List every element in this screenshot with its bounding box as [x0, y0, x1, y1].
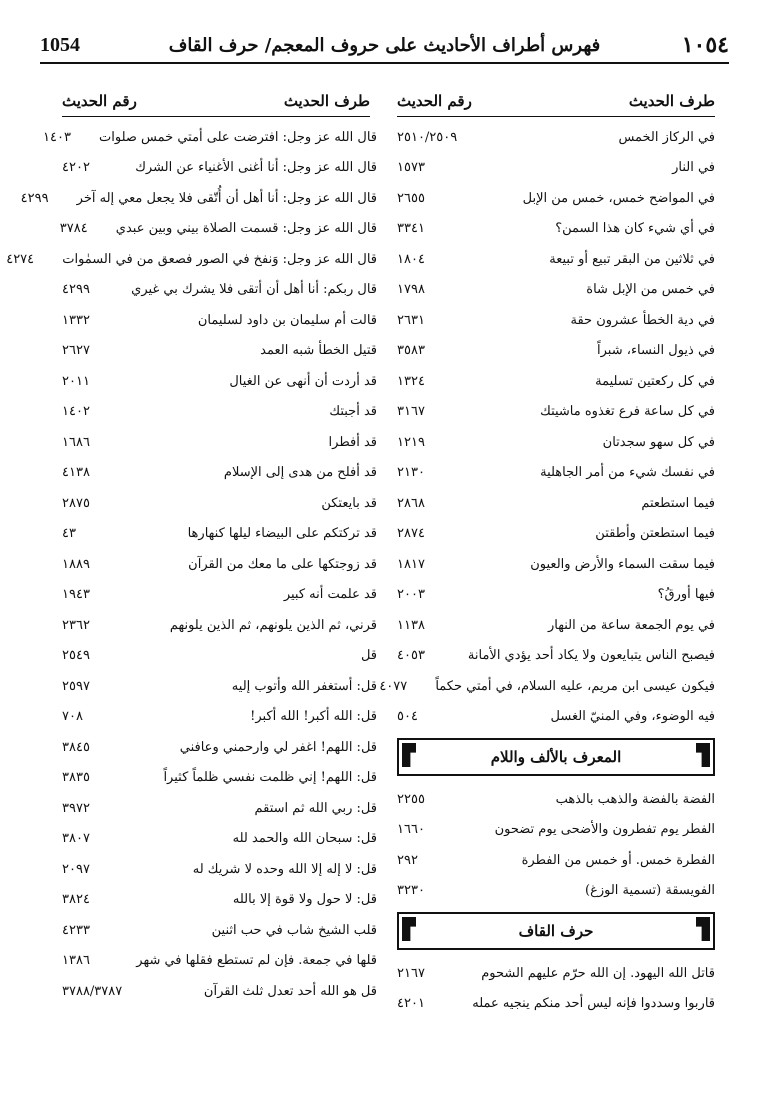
index-entry: [397, 815, 715, 846]
index-entry: [397, 549, 715, 580]
hadith-number: ٢٠١١: [62, 373, 90, 389]
corner-ornament-icon: [696, 917, 710, 941]
hadith-text: قد بايعتكن: [321, 495, 377, 511]
hadith-number: ٤٢٧٤: [6, 251, 35, 267]
hadith-number: ٢٨٧٤: [397, 526, 425, 542]
index-entry: [397, 427, 715, 458]
index-entry: [62, 793, 377, 824]
index-entry: [62, 366, 377, 397]
hadith-number: ١٨٠٤: [397, 251, 425, 267]
hadith-number: ١٩٤٣: [62, 587, 90, 603]
hadith-number: ٣١٦٧: [397, 404, 425, 420]
hadith-text: قد أردت أن أنهى عن الغيال: [229, 373, 377, 389]
hadith-number: ٢٠٠٣: [397, 587, 425, 603]
hadith-text: قل هو الله أحد تعدل ثلث القرآن: [203, 983, 377, 999]
hadith-number: ١٦٨٦: [62, 434, 90, 450]
hadith-number: ١٧٩٨: [397, 282, 425, 298]
index-entry: [62, 976, 377, 1007]
hadith-text: قتيل الخطأ شبه العمد: [260, 343, 377, 359]
index-entry: [62, 763, 377, 794]
hadith-number: ٢٢٥٥: [397, 791, 425, 807]
hadith-text: في كل ركعتين تسليمة: [595, 373, 715, 389]
hadith-number: ٤٣: [62, 526, 76, 542]
index-entry: [379, 671, 715, 702]
hadith-text: في يوم الجمعة ساعة من النهار: [548, 617, 715, 633]
hadith-text: قد أجبتك: [329, 404, 377, 420]
index-entry: [62, 824, 377, 855]
hadith-number: ١٨١٧: [397, 556, 425, 572]
hadith-number: ٢٨٦٨: [397, 495, 425, 511]
hadith-number: ٤١٣٨: [62, 465, 90, 481]
index-entry: [62, 641, 377, 672]
hadith-text: قل: لا إله إلا الله وحده لا شريك له: [192, 861, 377, 877]
index-entry: [62, 427, 377, 458]
section-heading-qaf: [397, 912, 715, 950]
hadith-text: قل: اللهم! اغفر لي وارحمني وعافني: [179, 739, 377, 755]
index-entry: [62, 549, 377, 580]
hadith-text: قالت أم سليمان بن داود لسليمان: [197, 312, 377, 328]
index-entry: [43, 122, 377, 153]
index-entry: [397, 641, 715, 672]
index-entry: [397, 305, 715, 336]
hadith-text: قال الله عز وجل: وَنفخ في الصور فصعق من في السمٰوات: [62, 251, 377, 267]
hadith-number: ٣٧٨٨/٣٧٨٧: [62, 983, 123, 999]
index-entry: [397, 122, 715, 153]
index-entry: [397, 958, 715, 989]
hadith-text: الفويسقة (تسمية الوزغ): [585, 883, 715, 899]
index-entry: [62, 732, 377, 763]
hadith-number: ٣٨٠٧: [62, 831, 90, 847]
hadith-number: ٣٢٣٠: [397, 883, 425, 899]
hadith-text: قال الله عز وجل: أنا أغنى الأغنياء عن الشرك: [135, 160, 377, 176]
hadith-text: فيما استطعتم: [641, 495, 715, 511]
hadith-text: قل: سبحان الله والحمد لله: [232, 831, 377, 847]
hadith-text: في ثلاثين من البقر تبيع أو تبيعة: [549, 251, 715, 267]
index-entry: [62, 458, 377, 489]
hadith-text: فيما سقت السماء والأرض والعيون: [530, 556, 715, 572]
number-label: رقم الحديث: [397, 92, 472, 110]
hadith-text: قل: الله أكبر! الله أكبر!: [250, 709, 377, 725]
index-entry: [397, 876, 715, 907]
index-entry: [62, 397, 377, 428]
hadith-text: في نفسك شيء من أمر الجاهلية: [540, 465, 715, 481]
hadith-number: ٣٨٤٥: [62, 739, 90, 755]
hadith-text: في أي شيء كان هذا السمن؟: [555, 221, 715, 237]
hadith-number: ٤٢٩٩: [62, 282, 90, 298]
hadith-text: قد أفطرا: [328, 434, 377, 450]
hadith-number: ١٣٨٦: [62, 953, 90, 969]
corner-ornament-icon: [402, 743, 416, 767]
hadith-number: ١٦٦٠: [397, 822, 425, 838]
hadith-number: ١٥٧٣: [397, 160, 425, 176]
hadith-label: طرف الحديث: [283, 92, 370, 110]
hadith-number: ١٣٣٢: [62, 312, 90, 328]
index-entry: [62, 946, 377, 977]
index-entry: [397, 488, 715, 519]
hadith-text: الفطر يوم تفطرون والأضحى يوم تضحون: [494, 822, 715, 838]
hadith-number: ٣٧٨٤: [59, 221, 88, 237]
index-entry: [59, 214, 377, 245]
hadith-text: فيما استطعتن وأطقتن: [595, 526, 715, 542]
index-entry: [62, 610, 377, 641]
hadith-text: قد علمت أنه كبير: [283, 587, 377, 603]
hadith-number: ٣٩٧٢: [62, 800, 90, 816]
hadith-text: في الركاز الخمس: [618, 129, 715, 145]
hadith-text: في خمس من الإبل شاة: [586, 282, 715, 298]
hadith-number: ٢٠٩٧: [62, 861, 90, 877]
index-entry: [62, 305, 377, 336]
hadith-number: ٤٢٩٩: [20, 190, 49, 206]
page-number-arabic: ١٠٥٤: [681, 32, 729, 58]
hadith-text: في دية الخطأ عشرون حقة: [570, 312, 715, 328]
index-entry: [397, 244, 715, 275]
hadith-number: ٤٠٥٣: [397, 648, 425, 664]
hadith-number: ٢٥٤٩: [62, 648, 90, 664]
index-entry: [397, 610, 715, 641]
corner-ornament-icon: [402, 917, 416, 941]
index-entry: [397, 458, 715, 489]
index-entry: [397, 397, 715, 428]
index-entry: [397, 366, 715, 397]
index-entry: [62, 336, 377, 367]
index-entry: [397, 702, 715, 733]
right-column: [379, 122, 715, 1019]
hadith-text: قد تركتكم على البيضاء ليلها كنهارها: [187, 526, 377, 542]
left-column: [6, 122, 377, 1007]
left-column-header: [62, 86, 370, 117]
index-entry: [62, 519, 377, 550]
hadith-number: ٤٢٠٢: [62, 160, 90, 176]
hadith-text: فيها أورقُ؟: [657, 587, 715, 603]
corner-ornament-icon: [696, 743, 710, 767]
hadith-number: ٢٣٦٢: [62, 617, 90, 633]
index-entry: [397, 519, 715, 550]
hadith-number: ٣٥٨٣: [397, 343, 425, 359]
index-entry: [6, 244, 377, 275]
hadith-label: طرف الحديث: [628, 92, 715, 110]
index-entry: [62, 915, 377, 946]
hadith-text: قرني، ثم الذين يلونهم، ثم الذين يلونهم: [169, 617, 377, 633]
hadith-number: ١٤٠٣: [43, 129, 71, 145]
index-entry: [397, 214, 715, 245]
hadith-number: ٢٦٣١: [397, 312, 425, 328]
hadith-text: قال الله عز وجل: أنا أهل أن أُتّقى فلا يجعل معي إله آخر: [76, 190, 377, 206]
hadith-number: ٢٥١٠/٢٥٠٩: [397, 129, 458, 145]
hadith-number: ٢١٣٠: [397, 465, 425, 481]
index-entry: [62, 488, 377, 519]
hadith-text: قلب الشيخ شاب في حب اثنين: [211, 922, 377, 938]
hadith-text: قد أفلح من هدى إلى الإسلام: [223, 465, 377, 481]
index-entry: [62, 580, 377, 611]
hadith-text: قل: [360, 648, 377, 664]
index-entry: [62, 885, 377, 916]
hadith-text: قل: اللهم! إني ظلمت نفسي ظلماً كثيراً: [163, 770, 377, 786]
hadith-number: ٢١٦٧: [397, 965, 425, 981]
hadith-number: ٣٨٣٥: [62, 770, 90, 786]
hadith-number: ٢٩٢: [397, 852, 418, 868]
hadith-number: ١٤٠٢: [62, 404, 90, 420]
index-entry: [397, 275, 715, 306]
section-heading-definite: [397, 738, 715, 776]
index-entry: [397, 336, 715, 367]
hadith-text: في ذيول النساء، شبراً: [597, 343, 715, 359]
hadith-text: قال الله عز وجل: افترضت على أمتي خمس صلوات: [99, 129, 377, 145]
hadith-text: في كل سهو سجدتان: [602, 434, 715, 450]
index-entry: [397, 989, 715, 1020]
hadith-text: فيكون عيسى ابن مريم، عليه السلام، في أمتي حكماً: [435, 678, 715, 694]
hadith-text: الفطرة خمس. أو خمس من الفطرة: [521, 852, 715, 868]
hadith-number: ٤٢٣٣: [62, 922, 90, 938]
section-title: المعرف بالألف واللام: [490, 748, 622, 766]
hadith-number: ١٨٨٩: [62, 556, 90, 572]
hadith-number: ١١٣٨: [397, 617, 425, 633]
hadith-text: فيصبح الناس يتبايعون ولا يكاد أحد يؤدي الأمانة: [467, 648, 715, 664]
number-label: رقم الحديث: [62, 92, 137, 110]
hadith-number: ٢٨٧٥: [62, 495, 90, 511]
hadith-number: ٢٦٢٧: [62, 343, 90, 359]
index-entry: [62, 702, 377, 733]
index-entry: [62, 153, 377, 184]
index-entry: [20, 183, 377, 214]
index-entry: [62, 275, 377, 306]
index-entry: [397, 580, 715, 611]
hadith-number: ٣٣٤١: [397, 221, 425, 237]
hadith-text: قال الله عز وجل: قسمت الصلاة بيني وبين عبدي: [115, 221, 377, 237]
hadith-number: ٤٠٧٧: [379, 678, 408, 694]
hadith-text: في النار: [672, 160, 715, 176]
hadith-number: ٣٨٢٤: [62, 892, 90, 908]
index-entry: [397, 845, 715, 876]
hadith-text: قل: ربي الله ثم استقم: [254, 800, 377, 816]
hadith-text: في كل ساعة فرع تغذوه ماشيتك: [540, 404, 715, 420]
hadith-text: قلها في جمعة. فإن لم تستطع فقلها في شهر: [136, 953, 377, 969]
hadith-text: قل: لا حول ولا قوة إلا بالله: [232, 892, 377, 908]
page-header: [40, 28, 729, 64]
section-title: حرف القاف: [518, 922, 594, 940]
hadith-number: ٢٦٥٥: [397, 190, 425, 206]
index-entry: [62, 671, 377, 702]
hadith-text: قد زوجتكها على ما معك من القرآن: [188, 556, 377, 572]
hadith-text: في المواضح خمس، خمس من الإبل: [522, 190, 715, 206]
hadith-text: قاتل الله اليهود. إن الله حرّم عليهم الشحوم: [481, 965, 715, 981]
page-number-latin: 1054: [40, 33, 80, 56]
index-entry: [397, 153, 715, 184]
hadith-text: فيه الوضوء، وفي المنيّ الغسل: [550, 709, 715, 725]
hadith-number: ٥٠٤: [397, 709, 418, 725]
hadith-number: ١٢١٩: [397, 434, 425, 450]
page-title: فهرس أطراف الأحاديث على حروف المعجم/ حرف القاف: [168, 34, 601, 56]
hadith-number: ٢٥٩٧: [62, 678, 90, 694]
hadith-number: ٤٢٠١: [397, 996, 425, 1012]
right-column-header: [397, 86, 715, 117]
index-entry: [397, 784, 715, 815]
hadith-number: ١٣٢٤: [397, 373, 425, 389]
hadith-text: قال ربكم: أنا أهل أن أتقى فلا يشرك بي غيري: [131, 282, 377, 298]
hadith-number: ٧٠٨: [62, 709, 83, 725]
index-entry: [397, 183, 715, 214]
index-entry: [62, 854, 377, 885]
hadith-text: الفضة بالفضة والذهب بالذهب: [555, 791, 715, 807]
hadith-text: قاربوا وسددوا فإنه ليس أحد منكم ينجيه عمله: [472, 996, 715, 1012]
hadith-text: قل: أستغفر الله وأتوب إليه: [231, 678, 377, 694]
